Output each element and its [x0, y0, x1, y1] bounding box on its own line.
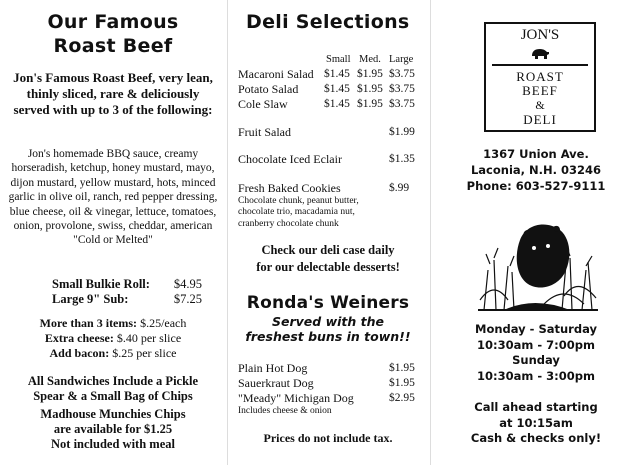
salad-price-small: $1.45 [324, 98, 350, 110]
fold-line-right [430, 0, 431, 465]
hotdog-price: $1.95 [389, 377, 415, 389]
menu-item-name: Fruit Salad [238, 125, 291, 139]
phone-number: Phone: 603-527-9111 [466, 179, 606, 193]
salad-price-med: $1.95 [357, 68, 383, 80]
hotdog-price: $1.95 [389, 362, 415, 374]
hotdog-name: Plain Hot Dog [238, 361, 308, 375]
payment-note: Cash & checks only! [470, 431, 602, 445]
extras-list [0, 316, 226, 361]
menu-item-name: Chocolate Iced Eclair [238, 152, 342, 166]
roast-beef-panel [0, 0, 226, 465]
salad-price-large: $3.75 [389, 83, 415, 95]
chips-note-line: Not included with meal [51, 437, 175, 451]
cookie-description [238, 196, 359, 230]
extra-row: Add bacon: $.25 per slice [49, 346, 177, 360]
shop-address [432, 146, 640, 194]
shop-info-panel [432, 0, 640, 465]
sandwich-note [0, 374, 226, 404]
salad-price-small: $1.45 [324, 83, 350, 95]
sandwich-note-line: Spear & a Small Bag of Chips [33, 389, 193, 403]
salad-price-med: $1.95 [357, 98, 383, 110]
roast-beef-title-line1: Our Famous [47, 11, 179, 33]
menu-item-price: $1.35 [389, 153, 415, 165]
roast-beef-intro: Jon's Famous Roast Beef, very lean, thinly sliced, rare & deliciously served with up to 3 of the following: [13, 70, 213, 117]
logo-word: ROAST [516, 69, 564, 84]
menu-item-price: $.99 [389, 182, 410, 194]
call-ahead-note [432, 400, 640, 447]
chips-note-line: Madhouse Munchies Chips [40, 407, 186, 421]
salad-name: Cole Slaw [238, 97, 288, 111]
roast-beef-title [0, 10, 226, 58]
salad-price-large: $3.75 [389, 68, 415, 80]
salad-name: Potato Salad [238, 82, 299, 96]
weiners-subtitle [228, 314, 428, 344]
logo-ampersand: & [535, 98, 545, 112]
menu-item-price: $1.99 [389, 126, 415, 138]
size-price: $7.25 [173, 292, 202, 306]
deli-title: Deli Selections [246, 11, 410, 33]
logo-name: JON'S [520, 27, 560, 43]
hours-time: 10:30am - 7:00pm [477, 337, 595, 352]
bear-icon [530, 46, 550, 60]
hotdog-name: Sauerkraut Dog [238, 376, 314, 390]
extra-row: More than 3 items: $.25/each [39, 316, 187, 330]
logo-rule [492, 64, 588, 66]
call-note-line: Call ahead starting [474, 400, 598, 414]
hours-days: Monday - Saturday [475, 322, 597, 336]
salad-price-large: $3.75 [389, 98, 415, 110]
logo-deli: DELI [523, 112, 557, 127]
size-row-small [52, 277, 202, 292]
salad-name: Macaroni Salad [238, 67, 314, 81]
menu-item-name: Fresh Baked Cookies [238, 181, 341, 195]
cookie-desc-line: chocolate trio, macadamia nut, [238, 207, 355, 218]
tax-note: Prices do not include tax. [263, 431, 393, 445]
street-address: 1367 Union Ave. [483, 147, 589, 161]
deli-case-note [228, 242, 428, 276]
business-hours [432, 322, 640, 384]
chips-note [0, 407, 226, 452]
header-med: Med. [359, 54, 381, 65]
salad-price-small: $1.45 [324, 68, 350, 80]
size-price: $4.95 [173, 277, 202, 291]
header-small: Small [326, 54, 351, 65]
weiners-subtitle-line: Served with the [272, 314, 384, 329]
sandwich-note-line: All Sandwiches Include a Pickle [27, 374, 199, 388]
case-note-line: for our delectable desserts! [256, 260, 400, 274]
shop-logo [484, 22, 596, 132]
michigan-note: Includes cheese & onion [238, 406, 332, 416]
chips-note-line: are available for $1.25 [53, 422, 173, 436]
bear-illustration-icon [474, 200, 602, 312]
hotdog-price: $2.95 [389, 392, 415, 404]
header-large: Large [389, 54, 414, 65]
size-row-large [52, 292, 202, 307]
logo-word: BEEF [522, 83, 558, 98]
hours-days: Sunday [512, 353, 560, 367]
deli-panel [228, 0, 428, 465]
weiners-title: Ronda's Weiners [246, 293, 410, 313]
size-label: Small Bulkie Roll: [52, 277, 150, 291]
case-note-line: Check our deli case daily [261, 243, 395, 257]
logo-roast-beef [486, 70, 594, 98]
extra-row: Extra cheese: $.40 per slice [44, 331, 182, 345]
city-line: Laconia, N.H. 03246 [470, 163, 602, 177]
roast-beef-title-line2: Roast Beef [53, 35, 173, 57]
weiners-subtitle-line: freshest buns in town!! [245, 329, 411, 344]
hotdog-name: "Meady" Michigan Dog [238, 391, 354, 405]
call-note-line: at 10:15am [499, 415, 573, 430]
salad-price-med: $1.95 [357, 83, 383, 95]
cookie-desc-line: Chocolate chunk, peanut butter, [238, 196, 359, 206]
size-label: Large 9" Sub: [52, 292, 129, 306]
hours-time: 10:30am - 3:00pm [477, 368, 595, 383]
condiment-list: Jon's homemade BBQ sauce, creamy horseradish, ketchup, honey mustard, mayo, dijon mustard, yellow mustard, hots, minced garlic in olive oil, ranch, red pepper dressing, blue cheese, oil & vinegar, lettuce, tomatoes, onion, provolone, swiss, cheddar, american "Cold or Melted" [8, 148, 218, 247]
cookie-desc-line: cranberry chocolate chunk [238, 218, 339, 229]
